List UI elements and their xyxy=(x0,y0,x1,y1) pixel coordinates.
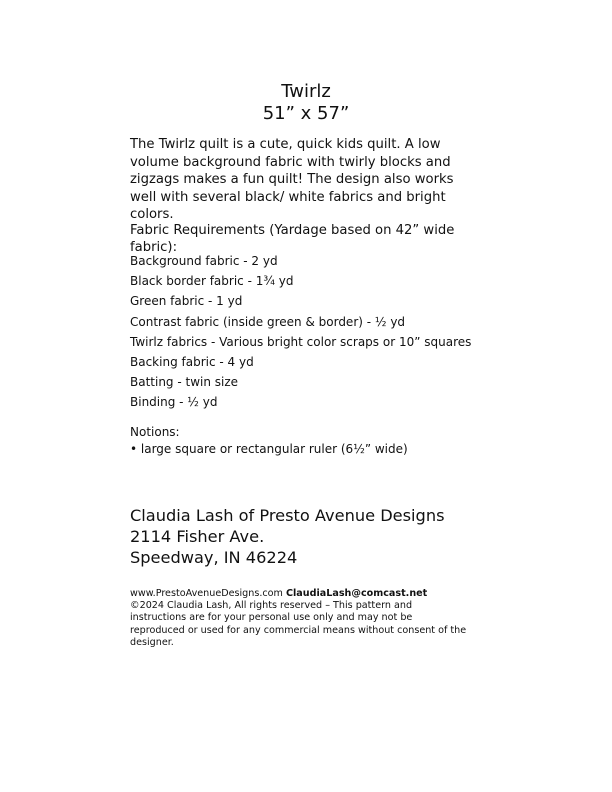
intro-paragraph: The Twirlz quilt is a cute, quick kids quilt. A low volume background fabric with twirly blocks and zigzags makes a fun quilt! The design also works well with several black/ white fabrics and bright colors. xyxy=(130,137,454,222)
notions-heading: Notions: xyxy=(130,425,180,439)
fabric-item: Twirlz fabrics - Various bright color scraps or 10” squares xyxy=(130,334,472,349)
fabric-item: Green fabric - 1 yd xyxy=(130,294,243,309)
fabric-item: Background fabric - 2 yd xyxy=(130,254,278,268)
fabric-item: Binding - ½ yd xyxy=(130,395,218,410)
fabric-item: Black border fabric - 1¾ yd xyxy=(130,274,294,289)
notions-item: • large square or rectangular ruler (6½” wide) xyxy=(130,442,408,456)
designer-street: 2114 Fisher Ave. xyxy=(130,527,265,546)
designer-city: Speedway, IN 46224 xyxy=(130,548,298,567)
designer-name: Claudia Lash of Presto Avenue Designs xyxy=(130,506,445,525)
fabric-item: Contrast fabric (inside green & border) - ½ yd xyxy=(130,314,406,329)
website-link[interactable]: www.PrestoAvenueDesigns.com xyxy=(130,588,283,599)
quilt-size: 51” x 57” xyxy=(262,103,350,124)
footer xyxy=(130,588,470,649)
fabric-requirements-heading: Fabric Requirements (Yardage based on 42” wide fabric): xyxy=(130,223,455,255)
email-link[interactable]: ClaudiaLash@comcast.net xyxy=(285,588,428,599)
pattern-title: Twirlz xyxy=(281,81,331,102)
fabric-item: Backing fabric - 4 yd xyxy=(130,354,254,369)
fabric-requirements-list xyxy=(130,251,490,413)
copyright-notice: ©2024 Claudia Lash, All rights reserved – This pattern and instructions are for your personal use only and may not be reproduced or used for any commercial means without consent of the designer. xyxy=(130,600,467,648)
fabric-item: Batting - twin size xyxy=(130,375,239,390)
footer-contact-line xyxy=(130,588,470,600)
designer-address xyxy=(130,505,490,568)
